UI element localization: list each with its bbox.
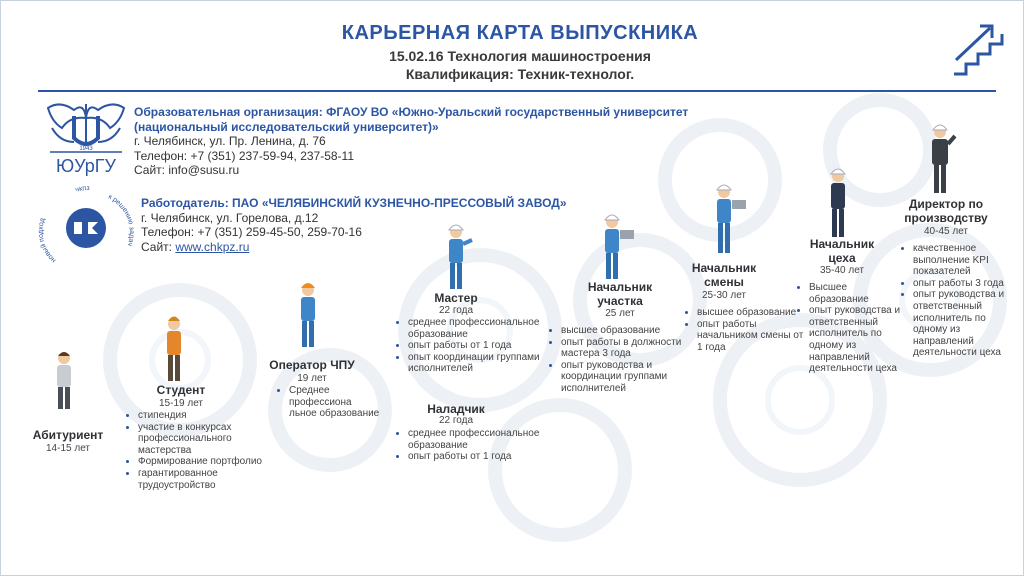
workshop-head-title: Начальник цеха [809, 237, 875, 265]
education-phone: Телефон: +7 (351) 237-59-94, 237-58-11 [134, 148, 355, 163]
shift-head-figure-icon [717, 185, 746, 253]
student-requirements: • стипендия • участие в конкурсах профессионального мастерства • Формирование портфолио • гарантированное трудоустройство [127, 410, 268, 491]
section-head-requirements: • высшее образование • опыт работы в должности мастера 3 года • опыт руководства и координации группами исполнителей [550, 325, 701, 395]
cnc-operator-requirements: • Среднее профессиона льное образование [278, 385, 381, 420]
adjuster-age: 22 года [438, 415, 474, 426]
production-director-figure-icon [932, 125, 955, 193]
cnc-operator-age: 19 лет [297, 373, 327, 384]
workshop-head-age: 35-40 лет [820, 265, 864, 276]
cnc-operator-title: Оператор ЧПУ [269, 358, 355, 372]
employer-site-label: Сайт: [141, 239, 176, 254]
shift-head-requirements: • высшее образование • опыт работы начальником смены от 1 года [686, 307, 805, 353]
section-head-title: Начальник участка [587, 280, 653, 308]
logo-year: 1943 [79, 146, 93, 152]
logo-ring-right: к решению задач [107, 193, 135, 247]
employer-heading: Работодатель: ПАО «ЧЕЛЯБИНСКИЙ КУЗНЕЧНО-ПРЕССОВЫЙ ЗАВОД» [141, 196, 567, 210]
education-heading-2: (национальный исследовательский университет)» [134, 119, 439, 134]
employer-phone: Телефон: +7 (351) 259-45-50, 259-70-16 [141, 225, 362, 239]
education-site: Сайт: info@susu.ru [134, 163, 240, 177]
production-director-age: 40-45 лет [924, 226, 968, 237]
foreman-figure-icon [449, 225, 472, 289]
adjuster-requirements: • среднее профессиональное образование • опыт работы от 1 года [397, 428, 558, 463]
workshop-head-requirements: • Высшее образование • опыт руководства и ответственный исполнитель по одному из направлений деятельности цеха [798, 282, 903, 375]
cnc-operator-figure-icon [301, 283, 315, 347]
section-head-figure-icon [605, 215, 634, 279]
production-director-title: Директор по производству [904, 197, 988, 225]
employer-address: г. Челябинск, ул. Горелова, д.12 [141, 210, 319, 225]
shift-head-title: Начальник смены [691, 261, 757, 289]
applicant-figure-icon [57, 352, 71, 409]
specialty-subtitle: 15.02.16 Технология машиностроения [389, 48, 651, 64]
logo-ring-top: чкпз [74, 185, 90, 194]
page-title: КАРЬЕРНАЯ КАРТА ВЫПУСКНИКА [341, 22, 699, 44]
shift-head-age: 25-30 лет [702, 290, 746, 301]
logo-text: ЮУрГУ [55, 156, 117, 176]
student-figure-icon [167, 317, 181, 382]
foreman-age: 22 года [438, 305, 474, 316]
education-address: г. Челябинск, ул. Пр. Ленина, д. 76 [134, 134, 326, 148]
section-head-age: 25 лет [605, 308, 635, 319]
foreman-title: Мастер [434, 291, 478, 305]
qualification-subtitle: Квалификация: Техник-технолог. [405, 66, 635, 82]
employer-site-link[interactable]: www.chkpz.ru [175, 239, 250, 254]
foreman-requirements: • среднее профессиональное образование • опыт работы от 1 года • опыт координации группами исполнителей [397, 317, 558, 375]
student-age: 15-19 лет [159, 398, 203, 409]
adjuster-title: Наладчик [427, 402, 485, 416]
applicant-title: Абитуриент [32, 428, 104, 442]
production-director-requirements: • качественное выполнение KPI показателей • опыт работы 3 года • опыт руководства и ответственный исполнитель по одному из направлений деятельности цеха [902, 243, 1015, 359]
education-heading: Образовательная организация: ФГАОУ ВО «Южно-Уральский государственный университет [134, 105, 689, 119]
applicant-age: 14-15 лет [46, 443, 90, 454]
logo-ring-left: новый подход [37, 217, 58, 264]
workshop-head-figure-icon [831, 169, 845, 237]
student-title: Студент [156, 383, 206, 397]
